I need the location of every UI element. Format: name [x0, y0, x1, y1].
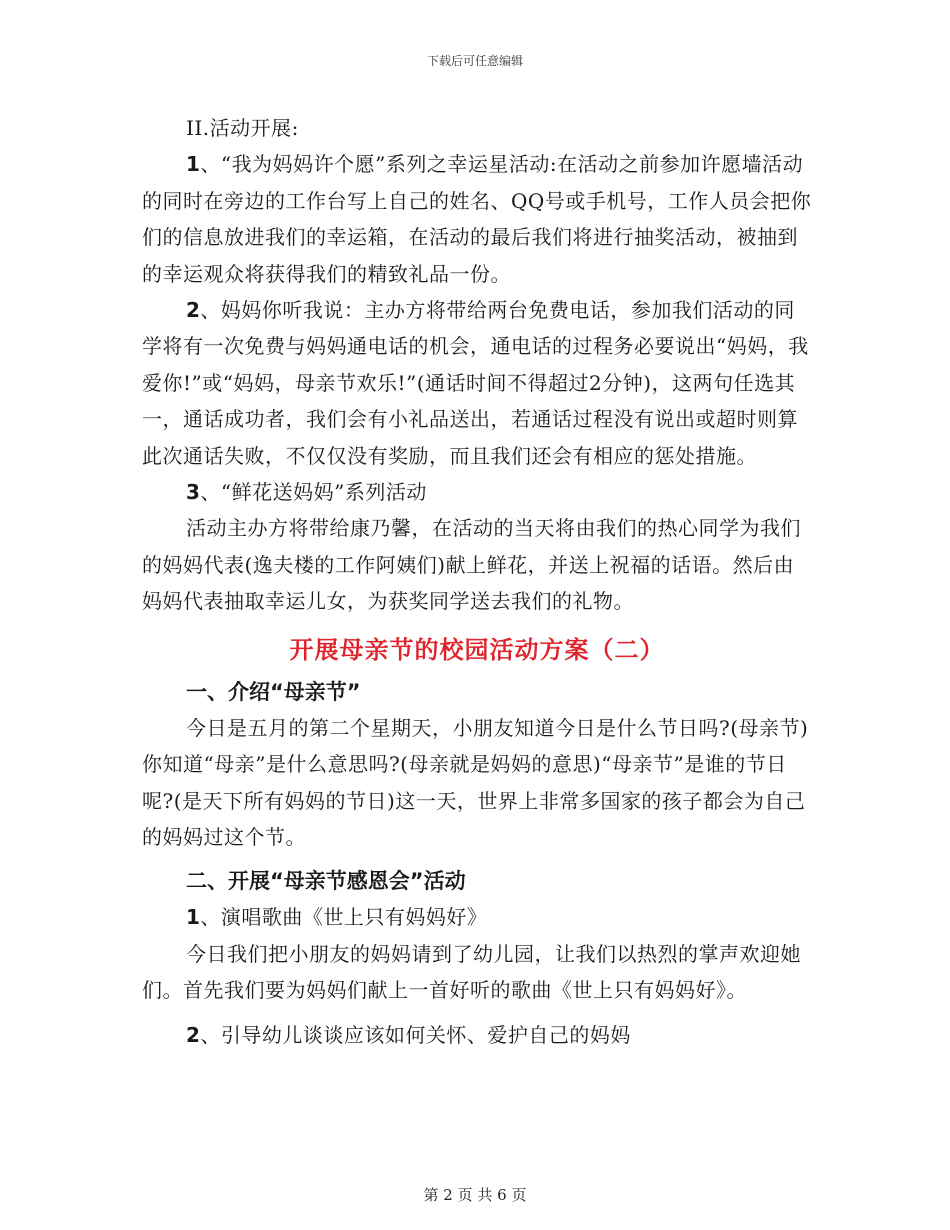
- section-2-item-1: [142, 899, 812, 935]
- item-1-text: 、“我为妈妈许个愿”系列之幸运星活动:在活动之前参加许愿墙活动的同时在旁边的工作台写上自己的姓名、QQ号或手机号，工作人员会把你们的信息放进我们的幸运箱，在活动的最后我们将进行抽奖活动，被抽到的幸运观众将获得我们的精致礼品一份。: [142, 152, 812, 286]
- section-2-item-1-text: 、演唱歌曲《世上只有妈妈好》: [200, 905, 488, 930]
- activity-heading: II.活动开展:: [186, 116, 299, 140]
- item-2-paragraph: [142, 292, 812, 474]
- item-3-body: 活动主办方将带给康乃馨，在活动的当天将由我们的热心同学为我们的妈妈代表(逸夫楼的工作阿姨们)献上鲜花，并送上祝福的话语。然后由妈妈代表抽取幸运儿女，为获奖同学送去我们的礼物。: [142, 516, 801, 614]
- section-2-item-2-number: 2: [186, 1022, 201, 1047]
- document-body: [142, 110, 812, 1053]
- section-2-item-1-number: 1: [186, 905, 201, 930]
- item-2-number: 2: [186, 298, 201, 323]
- section-title: 开展母亲节的校园活动方案（二）: [289, 635, 665, 664]
- item-1-paragraph: [142, 146, 812, 292]
- item-3-text: 、“鲜花送妈妈”系列活动: [200, 480, 427, 505]
- page-header: 下载后可任意编辑: [426, 54, 523, 68]
- item-2-text: 、妈妈你听我说：主办方将带给两台免费电话，参加我们活动的同学将有一次免费与妈妈通电话的机会，通电话的过程务必要说出“妈妈，我爱你!”或“妈妈，母亲节欢乐!”(通话时间不得超过2分钟)，这两句任选其一，通话成功者，我们会有小礼品送出，若通话过程没有说出或超时则算此次通话失败，不仅仅没有奖励，而且我们还会有相应的惩处措施。: [142, 298, 809, 468]
- section-1-body: 今日是五月的第二个星期天，小朋友知道今日是什么节日吗?(母亲节)你知道“母亲”是什么意思吗?(母亲就是妈妈的意思)“母亲节”是谁的节日呢?(是天下所有妈妈的节日)这一天，世界上非常多国家的孩子都会为自己的妈妈过这个节。: [142, 715, 809, 849]
- item-3-number: 3: [186, 480, 201, 505]
- item-3-paragraph: [142, 474, 812, 510]
- section-2-heading: 二、开展“母亲节感恩会”活动: [186, 869, 466, 894]
- page-footer: 第 2 页 共 6 页: [423, 1186, 527, 1204]
- section-1-heading: 一、介绍“母亲节”: [186, 679, 361, 704]
- item-1-number: 1: [186, 152, 201, 177]
- section-2-item-1-body: 今日我们把小朋友的妈妈请到了幼儿园，让我们以热烈的掌声欢迎她们。首先我们要为妈妈们献上一首好听的歌曲《世上只有妈妈好》。: [142, 941, 801, 1003]
- section-2-item-2-text: 、引导幼儿谈谈应该如何关怀、爱护自己的妈妈: [200, 1022, 631, 1047]
- section-2-item-2: [142, 1017, 812, 1053]
